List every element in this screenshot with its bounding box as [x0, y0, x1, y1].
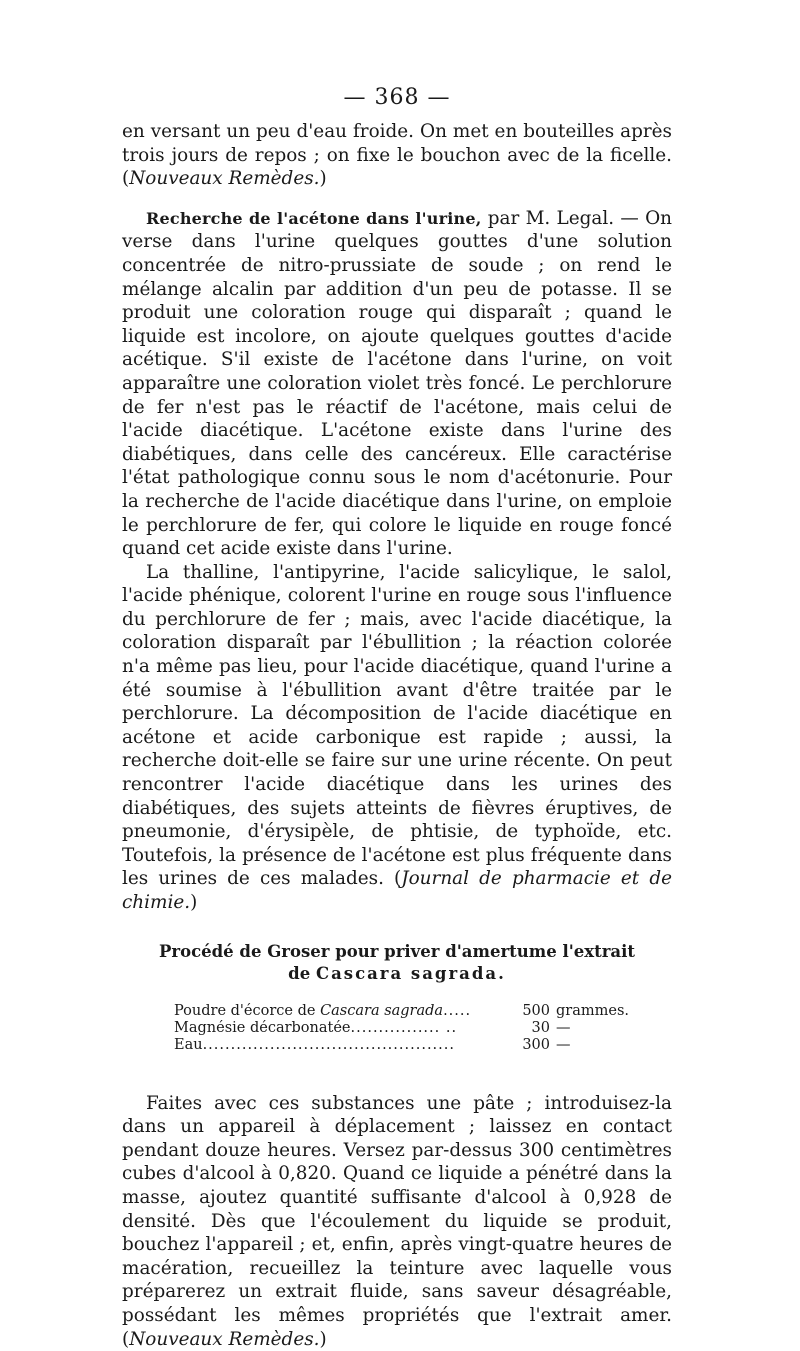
- acetone-close: ): [190, 892, 198, 913]
- acetone-heading: Recherche de l'acétone dans l'urine,: [146, 208, 482, 228]
- recipe-row: [174, 1020, 644, 1037]
- groser-heading-line2: [122, 963, 672, 985]
- recipe-row: [174, 1037, 644, 1054]
- intro-paragraph: [122, 120, 672, 191]
- groser-heading-prefix: de: [288, 963, 316, 983]
- recipe-quantity: 500: [522, 1002, 550, 1019]
- acetone-text-1: On verse dans l'urine quelques gouttes d'une solution concentrée de nitro-prussiate de soude ; on rend le mélange alcalin par addition d'un peu de potasse. Il se produit une coloration rouge qui disparaît ; quand le liquide est incolore, on ajoute quelques gouttes d'acide acétique. S'il existe de l'acétone dans l'urine, on voit apparaître une coloration violet très foncé. Le perchlorure de fer n'est pas le réactif de l'acétone, mais celui de l'acide diacétique. L'acétone existe dans l'urine des diabétiques, dans celle des cancéreux. Elle caractérise l'état pathologique connu sous le nom d'acétonurie. Pour la recherche de l'acide diacétique dans l'urine, on emploie le perchlorure de fer, qui colore le liquide en rouge foncé quand cet acide existe dans l'urine.: [122, 207, 673, 560]
- page-number: — 368 —: [343, 85, 451, 110]
- book-page: [122, 84, 672, 1351]
- recipe-table: [174, 1003, 644, 1054]
- recipe-unit: —: [556, 1019, 571, 1036]
- intro-close: ): [319, 168, 327, 190]
- acetone-text-2: La thalline, l'antipyrine, l'acide salicylique, le salol, l'acide phénique, colorent l'urine en rouge sous l'influence du perchlorure de fer ; mais, avec l'acide diacétique, la coloration disparaît par l'ébullition ; la réaction colorée n'a même pas lieu, pour l'acide diacétique, quand l'urine a été soumise à l'ébullition avant d'être traitée par le perchlorure. La décomposition de l'acide diacétique en acétone et acide carbonique est rapide ; aussi, la recherche doit-elle se faire sur une urine récente. On peut rencontrer l'acide diacétique dans les urines des diabétiques, des sujets atteints de fièvres éruptives, de pneumonie, d'érysipèle, de phtisie, de typhoïde, etc. Toutefois, la présence de l'acétone est plus fréquente dans les urines de ces malades. (: [122, 561, 672, 890]
- recipe-ingredient: Poudre d'écorce de Cascara sagrada.....: [174, 1002, 472, 1019]
- groser-close: ): [319, 1328, 327, 1350]
- acetone-paragraph-1: [122, 207, 672, 561]
- recipe-quantity: 30: [531, 1019, 550, 1036]
- groser-paragraph: [122, 1092, 672, 1351]
- groser-source: Nouveaux Remèdes.: [129, 1328, 320, 1350]
- acetone-paragraph-2: [122, 561, 672, 915]
- acetone-source: Journal de pharmacie et de chimie.: [122, 868, 672, 913]
- intro-source: Nouveaux Remèdes.: [129, 168, 320, 190]
- recipe-row: [174, 1003, 644, 1020]
- groser-text: Faites avec ces substances une pâte ; introduisez-la dans un appareil à déplacement ; laissez en contact pendant douze heures. Versez par-dessus 300 centimètres cubes d'alcool à 0,820. Quand ce liquide a pénétré dans la masse, ajoutez quantité suffisante d'alcool à 0,928 de densité. Dès que l'écoulement du liquide se produit, bouchez l'appareil ; et, enfin, après vingt-quatre heures de macération, recueillez la teinture avec laquelle vous préparerez un extrait fluide, sans saveur désagréable, possédant les mêmes propriétés que l'extrait amer. (: [122, 1092, 672, 1350]
- acetone-author: par M. Legal. —: [481, 207, 646, 229]
- groser-heading-spaced: Cascara sagrada.: [315, 963, 506, 983]
- recipe-quantity: 300: [522, 1036, 550, 1053]
- recipe-unit: —: [556, 1036, 571, 1053]
- recipe-ingredient: Eau.............................................: [174, 1036, 455, 1053]
- recipe-unit: grammes.: [556, 1002, 629, 1019]
- recipe-ingredient: Magnésie décarbonatée................ ..: [174, 1019, 458, 1036]
- intro-text: en versant un peu d'eau froide. On met en bouteilles après trois jours de repos ; on fixe le bouchon avec de la ficelle. (: [122, 121, 672, 190]
- groser-heading-line1: Procédé de Groser pour priver d'amertume l'extrait: [158, 941, 636, 961]
